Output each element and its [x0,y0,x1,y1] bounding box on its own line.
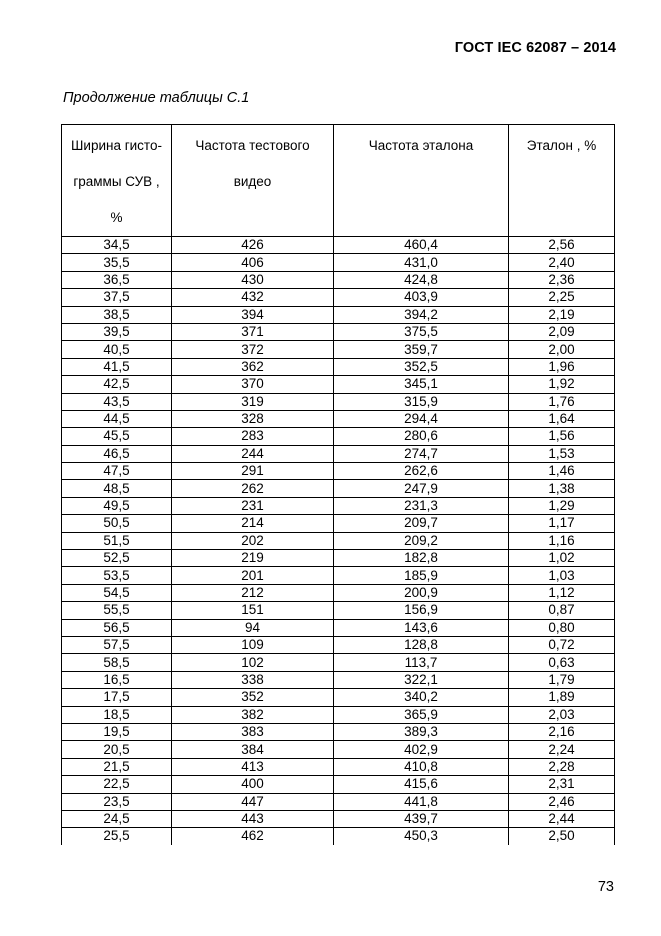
table-cell: 113,7 [334,654,509,671]
table-cell: 0,87 [509,602,615,619]
table-cell: 52,5 [62,550,172,567]
table-cell: 328 [172,410,334,427]
table-cell: 46,5 [62,445,172,462]
table-cell: 274,7 [334,445,509,462]
table-cell: 209,7 [334,515,509,532]
table-cell: 2,24 [509,741,615,758]
table-row [62,671,615,688]
table-cell: 2,25 [509,289,615,306]
table-cell: 384 [172,741,334,758]
table-caption: Продолжение таблицы С.1 [63,90,250,106]
table-row [62,567,615,584]
table-cell: 54,5 [62,584,172,601]
table-cell: 47,5 [62,463,172,480]
table-cell: 214 [172,515,334,532]
table-cell: 294,4 [334,410,509,427]
table-cell: 56,5 [62,619,172,636]
table-cell: 231 [172,497,334,514]
table-cell: 2,40 [509,254,615,271]
table-cell: 462 [172,828,334,845]
table-row [62,654,615,671]
table-cell: 372 [172,341,334,358]
table-cell: 441,8 [334,793,509,810]
table-cell: 202 [172,532,334,549]
table-cell: 40,5 [62,341,172,358]
table-cell: 394 [172,306,334,323]
table-row [62,480,615,497]
table-cell: 340,2 [334,689,509,706]
table-cell: 2,19 [509,306,615,323]
table-cell: 2,46 [509,793,615,810]
table-row [62,323,615,340]
table-cell: 185,9 [334,567,509,584]
table-cell: 18,5 [62,706,172,723]
table-cell: 280,6 [334,428,509,445]
table-cell: 2,09 [509,323,615,340]
table-cell: 1,38 [509,480,615,497]
column-header [62,125,172,237]
table-cell: 2,50 [509,828,615,845]
table-cell: 0,63 [509,654,615,671]
table-cell: 1,29 [509,497,615,514]
table-cell: 24,5 [62,810,172,827]
table-cell: 151 [172,602,334,619]
table-cell: 34,5 [62,237,172,254]
table-row [62,584,615,601]
table-cell: 359,7 [334,341,509,358]
table-cell: 406 [172,254,334,271]
table-cell: 1,92 [509,376,615,393]
document-code: ГОСТ IEC 62087 – 2014 [454,40,616,56]
table-cell: 247,9 [334,480,509,497]
table-cell: 1,12 [509,584,615,601]
table-cell: 1,03 [509,567,615,584]
table-cell: 1,53 [509,445,615,462]
table-cell: 291 [172,463,334,480]
table-cell: 415,6 [334,776,509,793]
table-cell: 2,00 [509,341,615,358]
column-header-line: Эталон , % [526,138,597,153]
table-cell: 315,9 [334,393,509,410]
table-cell: 20,5 [62,741,172,758]
table-cell: 1,16 [509,532,615,549]
table-row [62,636,615,653]
table-row [62,706,615,723]
table-cell: 41,5 [62,358,172,375]
table-row [62,445,615,462]
table-cell: 283 [172,428,334,445]
table-cell: 53,5 [62,567,172,584]
table-header-row [62,125,615,237]
table-cell: 39,5 [62,323,172,340]
table-cell: 322,1 [334,671,509,688]
table-cell: 370 [172,376,334,393]
table-cell: 262 [172,480,334,497]
table-cell: 403,9 [334,289,509,306]
table-cell: 400 [172,776,334,793]
table-cell: 35,5 [62,254,172,271]
table-row [62,758,615,775]
column-header [509,125,615,237]
table-cell: 319 [172,393,334,410]
table-cell: 200,9 [334,584,509,601]
table-row [62,723,615,740]
table-cell: 55,5 [62,602,172,619]
table-cell: 402,9 [334,741,509,758]
table-row [62,497,615,514]
table-cell: 0,72 [509,636,615,653]
table-cell: 201 [172,567,334,584]
page-number: 73 [597,879,614,895]
table-row [62,741,615,758]
table-cell: 1,79 [509,671,615,688]
table-cell: 42,5 [62,376,172,393]
table-cell: 45,5 [62,428,172,445]
table-cell: 430 [172,271,334,288]
column-header-line: Частота эталона [368,138,474,153]
table-row [62,793,615,810]
table-row [62,550,615,567]
table-cell: 2,56 [509,237,615,254]
table-cell: 1,76 [509,393,615,410]
table-cell: 432 [172,289,334,306]
table-cell: 57,5 [62,636,172,653]
table-cell: 345,1 [334,376,509,393]
table-cell: 382 [172,706,334,723]
table-cell: 362 [172,358,334,375]
table-row [62,306,615,323]
column-header-line: видео [233,174,272,189]
table-row [62,271,615,288]
table-cell: 36,5 [62,271,172,288]
table-row [62,810,615,827]
table-cell: 1,17 [509,515,615,532]
table-cell: 143,6 [334,619,509,636]
table-cell: 413 [172,758,334,775]
table-cell: 212 [172,584,334,601]
table-cell: 49,5 [62,497,172,514]
table-cell: 94 [172,619,334,636]
table-cell: 44,5 [62,410,172,427]
table-cell: 17,5 [62,689,172,706]
table-cell: 1,89 [509,689,615,706]
table-cell: 338 [172,671,334,688]
table-cell: 352,5 [334,358,509,375]
column-header [334,125,509,237]
table-cell: 102 [172,654,334,671]
table-cell: 352 [172,689,334,706]
table-cell: 209,2 [334,532,509,549]
column-header [172,125,334,237]
table-cell: 2,44 [509,810,615,827]
table-cell: 365,9 [334,706,509,723]
table-cell: 410,8 [334,758,509,775]
data-table [61,124,615,845]
table-cell: 43,5 [62,393,172,410]
table-cell: 2,28 [509,758,615,775]
table-cell: 2,36 [509,271,615,288]
table-cell: 371 [172,323,334,340]
table-row [62,828,615,845]
table-cell: 38,5 [62,306,172,323]
table-cell: 0,80 [509,619,615,636]
table-cell: 156,9 [334,602,509,619]
table-cell: 182,8 [334,550,509,567]
column-header-line: граммы СУВ , [73,174,160,189]
table-row [62,602,615,619]
table-cell: 22,5 [62,776,172,793]
table-row [62,237,615,254]
table-cell: 244 [172,445,334,462]
table-cell: 16,5 [62,671,172,688]
table-cell: 1,56 [509,428,615,445]
table-cell: 424,8 [334,271,509,288]
table-cell: 447 [172,793,334,810]
table-row [62,532,615,549]
table-cell: 23,5 [62,793,172,810]
table-cell: 109 [172,636,334,653]
table-cell: 231,3 [334,497,509,514]
column-header-line: % [110,210,123,225]
table-cell: 1,64 [509,410,615,427]
table-cell: 219 [172,550,334,567]
table-cell: 460,4 [334,237,509,254]
table-cell: 51,5 [62,532,172,549]
column-header-line: Частота тестового [195,138,310,153]
table-cell: 2,31 [509,776,615,793]
table-cell: 2,03 [509,706,615,723]
table-row [62,376,615,393]
table-cell: 389,3 [334,723,509,740]
table-cell: 37,5 [62,289,172,306]
table-row [62,776,615,793]
table-cell: 128,8 [334,636,509,653]
table-row [62,393,615,410]
table-cell: 426 [172,237,334,254]
table-cell: 383 [172,723,334,740]
table-row [62,428,615,445]
table-cell: 443 [172,810,334,827]
table-cell: 262,6 [334,463,509,480]
table-cell: 58,5 [62,654,172,671]
table-row [62,619,615,636]
table-row [62,254,615,271]
table-row [62,341,615,358]
table-row [62,515,615,532]
table-body [62,237,615,845]
table-cell: 21,5 [62,758,172,775]
table-cell: 1,02 [509,550,615,567]
table-row [62,689,615,706]
table-cell: 1,46 [509,463,615,480]
table-cell: 2,16 [509,723,615,740]
table-cell: 25,5 [62,828,172,845]
table-row [62,463,615,480]
table-cell: 48,5 [62,480,172,497]
table-cell: 394,2 [334,306,509,323]
table-row [62,358,615,375]
table-cell: 1,96 [509,358,615,375]
table-cell: 50,5 [62,515,172,532]
table-cell: 439,7 [334,810,509,827]
table-row [62,289,615,306]
column-header-line: Ширина гисто- [71,138,162,153]
table-cell: 375,5 [334,323,509,340]
table-cell: 450,3 [334,828,509,845]
table-cell: 19,5 [62,723,172,740]
table-cell: 431,0 [334,254,509,271]
table-row [62,410,615,427]
